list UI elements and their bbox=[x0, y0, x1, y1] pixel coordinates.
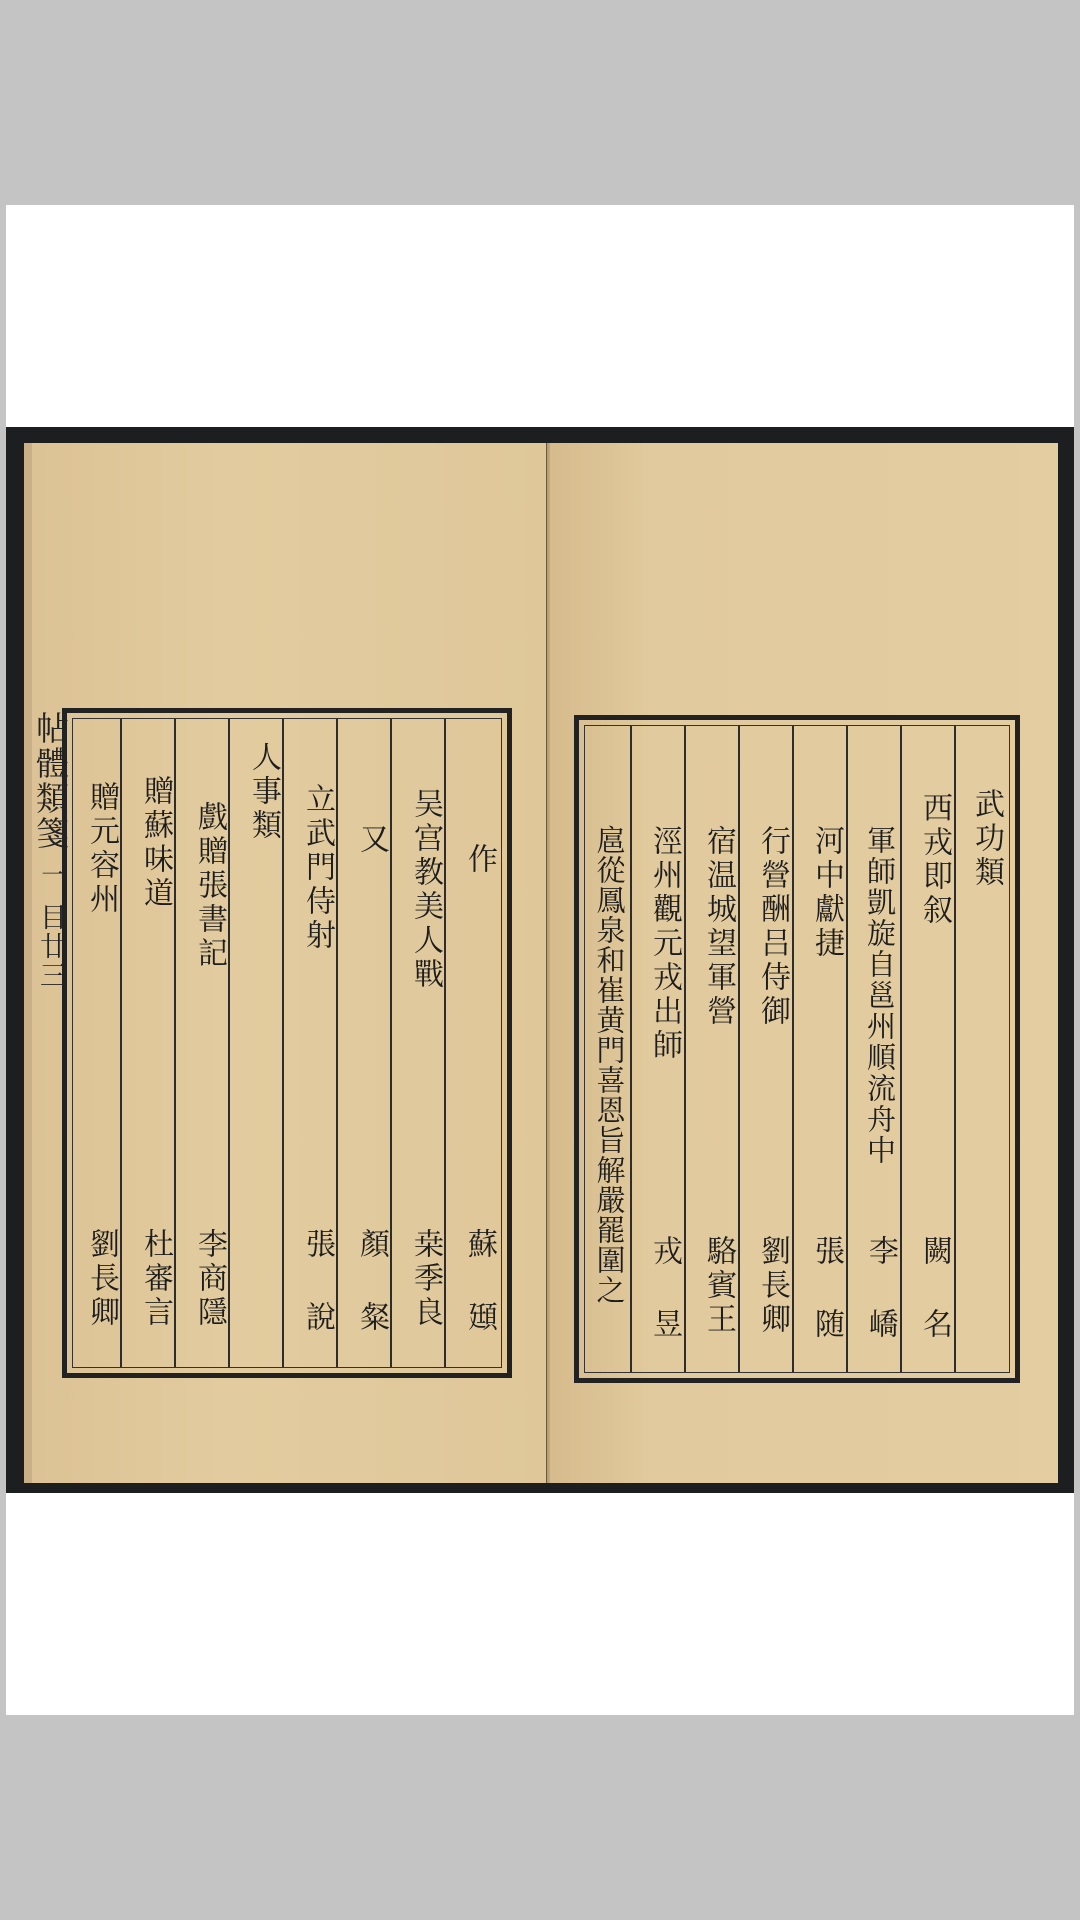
column-2-author: 顏 粲 bbox=[354, 1228, 389, 1335]
column-7-author: 劉長卿 bbox=[84, 1228, 119, 1330]
column-1-title: 吴宫教美人戰 bbox=[408, 788, 443, 992]
column-6-author: 杜審言 bbox=[138, 1228, 173, 1330]
column-3-author: 張 說 bbox=[300, 1228, 335, 1335]
column-2-title: 軍師凱旋自邕州順流舟中 bbox=[863, 825, 897, 1166]
column-7-title: 扈從鳳泉和崔黄門喜恩旨解嚴罷圍之 bbox=[592, 825, 627, 1305]
column-1-author: 闕 名 bbox=[917, 1235, 952, 1342]
column-2-author: 李 嶠 bbox=[863, 1235, 898, 1342]
column-4-author: 劉長卿 bbox=[755, 1235, 790, 1337]
column-0-title: 武功類 bbox=[969, 788, 1004, 890]
column-5-title: 宿温城望軍營 bbox=[701, 825, 736, 1029]
column-3-title: 河中獻捷 bbox=[809, 825, 844, 961]
column-0-author: 蘇 頲 bbox=[462, 1228, 497, 1335]
column-1-author: 桒季良 bbox=[408, 1228, 443, 1330]
column-5-author: 駱賓王 bbox=[701, 1235, 736, 1337]
column-4-title: 人事類 bbox=[246, 741, 281, 843]
left-page bbox=[24, 443, 547, 1483]
column-6-title: 涇州觀元戎出師 bbox=[647, 825, 682, 1063]
column-0-title: 作 bbox=[462, 843, 497, 877]
margin-volume: 一 bbox=[38, 863, 63, 887]
margin-section: 目廿三 bbox=[35, 903, 66, 990]
column-6-author: 戎 昱 bbox=[647, 1235, 682, 1342]
right-text-frame bbox=[574, 715, 1020, 1383]
right-page bbox=[550, 443, 1058, 1483]
book-scan bbox=[6, 427, 1074, 1493]
column-5-title: 戲贈張書記 bbox=[192, 801, 227, 971]
page-edge bbox=[24, 443, 32, 1483]
margin-title: 帖體類箋 bbox=[31, 711, 70, 851]
column-7-title: 贈元容州 bbox=[84, 781, 119, 917]
column-2-title: 又 bbox=[354, 823, 389, 857]
column-4-title: 行營酬吕侍御 bbox=[755, 825, 790, 1029]
column-5-author: 李商隱 bbox=[192, 1228, 227, 1330]
column-1-title: 西戎即叙 bbox=[917, 792, 952, 928]
column-3-title: 立武門侍射 bbox=[300, 783, 335, 953]
column-3-author: 張 随 bbox=[809, 1235, 844, 1342]
column-6-title: 贈蘇味道 bbox=[138, 775, 173, 911]
left-text-frame bbox=[62, 708, 512, 1378]
